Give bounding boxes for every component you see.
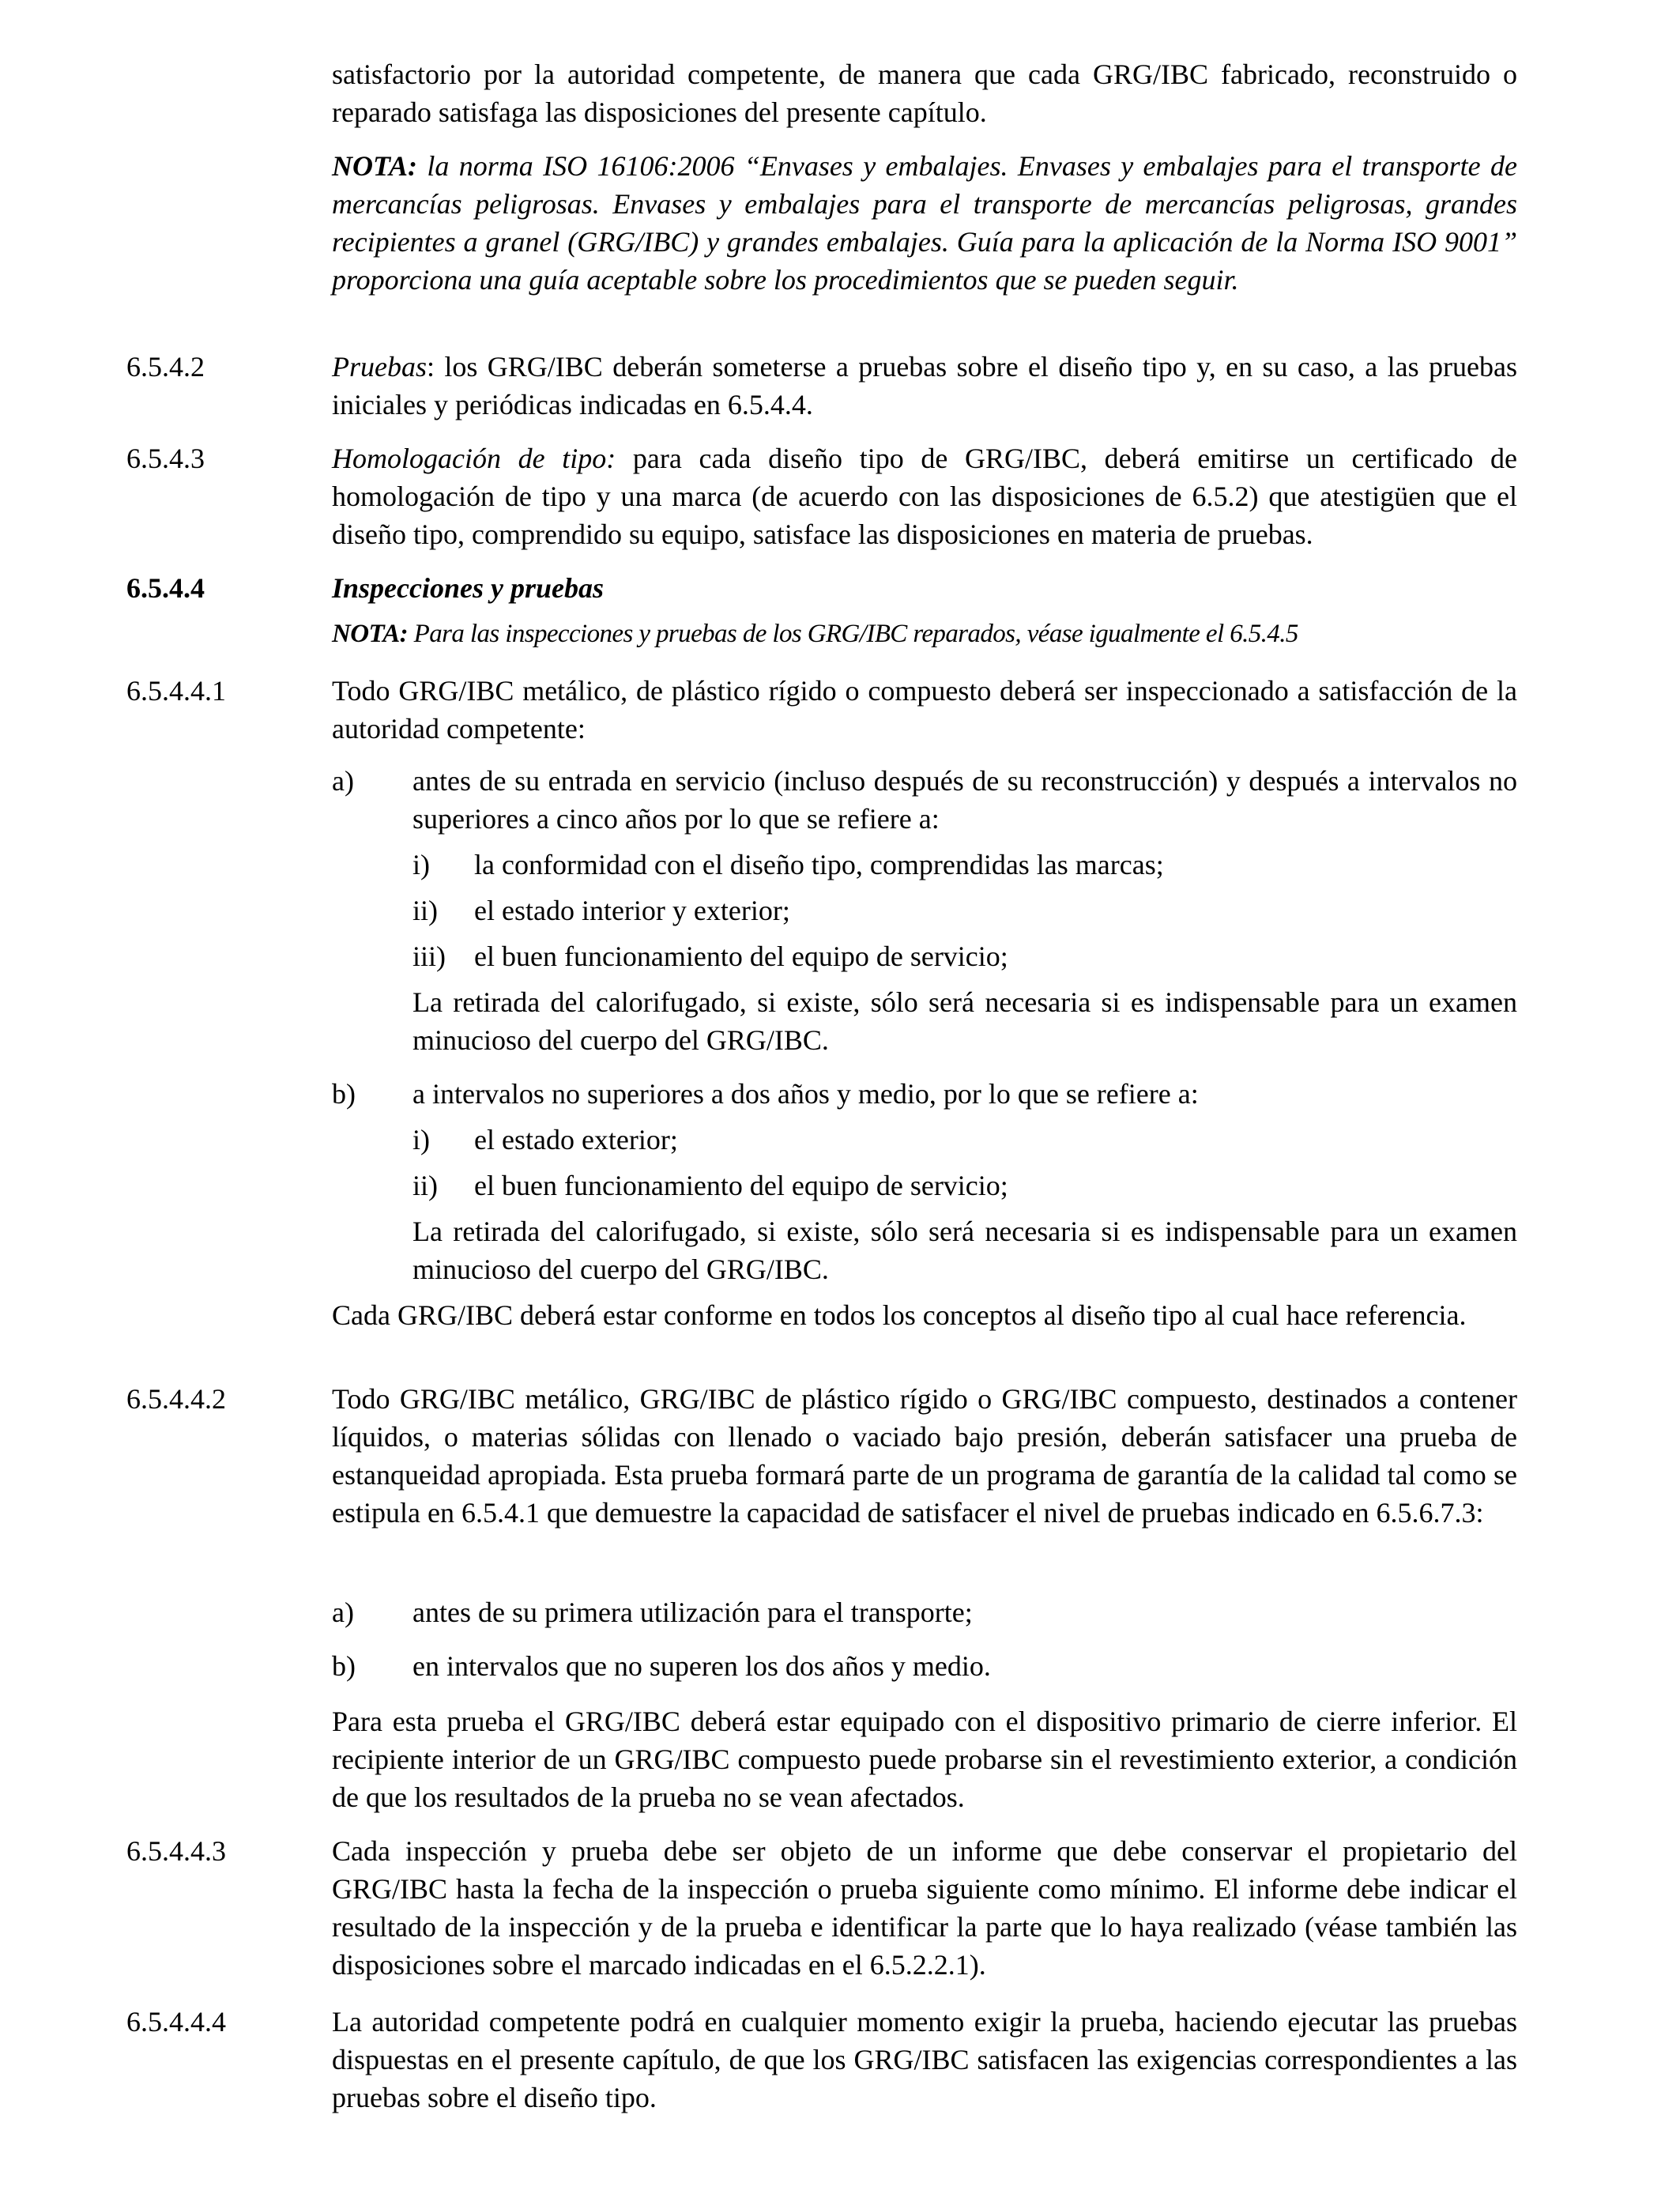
leakproofness-test-paragraph: Para esta prueba el GRG/IBC deberá estar equipado con el dispositivo primario de cierre inferior. El recipiente interior de un GRG/IBC compuesto puede probarse sin el revestimiento exterior, a condición de que los resultados de la prueba no se vean afectados. <box>332 1706 1517 1813</box>
item-b-label: b) <box>332 1650 356 1682</box>
section-number-6-5-4-4-2: 6.5.4.4.2 <box>126 1383 226 1415</box>
note-label: NOTA: <box>332 150 417 182</box>
note-text: la norma ISO 16106:2006 “Envases y embalajes. Envases y embalajes para el transporte de mercancías peligrosas. Envases y embalajes para el transporte de mercancías peligrosas, grandes recipientes a granel (GRG/IBC) y grandes embalajes. Guía para la aplicación de la Norma ISO 9001” proporciona una guía aceptable sobre los procedimientos que se pueden seguir. <box>332 150 1517 296</box>
section-number-6-5-4-4-1: 6.5.4.4.1 <box>126 675 226 707</box>
section-6-5-4-4-3-text: Cada inspección y prueba debe ser objeto de un informe que debe conservar el propietario del GRG/IBC hasta la fecha de la inspección o prueba siguiente como mínimo. El informe debe indicar el resultado de la inspección y de la prueba e identificar la parte que lo haya realizado (véase también las disposiciones sobre el marcado indicadas en el 6.5.2.2.1). <box>332 1835 1517 1981</box>
section-term: Pruebas <box>332 351 427 383</box>
section-6-5-4-4-4-text: La autoridad competente podrá en cualquier momento exigir la prueba, haciendo ejecutar las pruebas dispuestas en el presente capítulo, de que los GRG/IBC satisfacen las exigencias correspondientes a las pruebas sobre el diseño tipo. <box>332 2006 1517 2113</box>
subitem-label: i) <box>412 849 430 880</box>
insulation-note-a: La retirada del calorifugado, si existe, sólo será necesaria si es indispensable para un examen minucioso del cuerpo del GRG/IBC. <box>412 986 1517 1056</box>
subitem-text: el buen funcionamiento del equipo de servicio; <box>474 1170 1008 1201</box>
subitem-label: iii) <box>412 941 446 972</box>
section-number-6-5-4-3: 6.5.4.3 <box>126 443 205 474</box>
note-repaired-ibc: NOTA: Para las inspecciones y pruebas de los GRG/IBC reparados, véase igualmente el 6.5.4.5 <box>332 620 1298 648</box>
item-b-text: en intervalos que no superen los dos años y medio. <box>412 1650 991 1682</box>
item-a-label: a) <box>332 1596 354 1628</box>
intro-paragraph: satisfactorio por la autoridad competente, de manera que cada GRG/IBC fabricado, reconstruido o reparado satisfaga las disposiciones del presente capítulo. <box>332 58 1517 128</box>
item-b-label: b) <box>332 1078 356 1110</box>
section-6-5-4-4-title: Inspecciones y pruebas <box>332 572 604 604</box>
section-6-5-4-2-text: Pruebas: los GRG/IBC deberán someterse a pruebas sobre el diseño tipo y, en su caso, a las pruebas iniciales y periódicas indicadas en 6.5.4.4. <box>332 351 1517 420</box>
section-number-6-5-4-4-4: 6.5.4.4.4 <box>126 2006 226 2038</box>
section-6-5-4-3-text: Homologación de tipo: para cada diseño tipo de GRG/IBC, deberá emitirse un certificado de homologación de tipo y una marca (de acuerdo con las disposiciones de 6.5.2) que atestigüen que el diseño tipo, comprendido su equipo, satisface las disposiciones en materia de pruebas. <box>332 443 1517 550</box>
item-a-label: a) <box>332 765 354 797</box>
subitem-text: la conformidad con el diseño tipo, comprendidas las marcas; <box>474 849 1164 880</box>
item-b-text: a intervalos no superiores a dos años y medio, por lo que se refiere a: <box>412 1078 1199 1110</box>
subitem-text: el estado exterior; <box>474 1124 678 1155</box>
section-number-6-5-4-4: 6.5.4.4 <box>126 572 205 604</box>
item-a-text: antes de su primera utilización para el transporte; <box>412 1596 973 1628</box>
note-iso-16106 <box>332 147 1517 299</box>
subitem-text: el buen funcionamiento del equipo de servicio; <box>474 941 1008 972</box>
note-label: NOTA: <box>332 620 409 648</box>
section-6-5-4-4-2-text: Todo GRG/IBC metálico, GRG/IBC de plástico rígido o GRG/IBC compuesto, destinados a contener líquidos, o materias sólidas con llenado o vaciado bajo presión, deberán satisfacer una prueba de estanqueidad apropiada. Esta prueba formará parte de un programa de garantía de la calidad tal como se estipula en 6.5.4.1 que demuestre la capacidad de satisfacer el nivel de pruebas indicado en 6.5.6.7.3: <box>332 1383 1517 1529</box>
section-6-5-4-4-1-text: Todo GRG/IBC metálico, de plástico rígido o compuesto deberá ser inspeccionado a satisfacción de la autoridad competente: <box>332 675 1517 745</box>
conformity-paragraph: Cada GRG/IBC deberá estar conforme en todos los conceptos al diseño tipo al cual hace referencia. <box>332 1299 1467 1331</box>
insulation-note-b: La retirada del calorifugado, si existe, sólo será necesaria si es indispensable para un examen minucioso del cuerpo del GRG/IBC. <box>412 1216 1517 1285</box>
section-number-6-5-4-2: 6.5.4.2 <box>126 351 205 383</box>
subitem-label: i) <box>412 1124 430 1155</box>
subitem-text: el estado interior y exterior; <box>474 895 790 926</box>
item-a-text: antes de su entrada en servicio (incluso después de su reconstrucción) y después a intervalos no superiores a cinco años por lo que se refiere a: <box>412 765 1517 835</box>
section-number-6-5-4-4-3: 6.5.4.4.3 <box>126 1835 226 1867</box>
section-term: Homologación de tipo: <box>332 443 616 474</box>
subitem-label: ii) <box>412 1170 438 1201</box>
subitem-label: ii) <box>412 895 438 926</box>
